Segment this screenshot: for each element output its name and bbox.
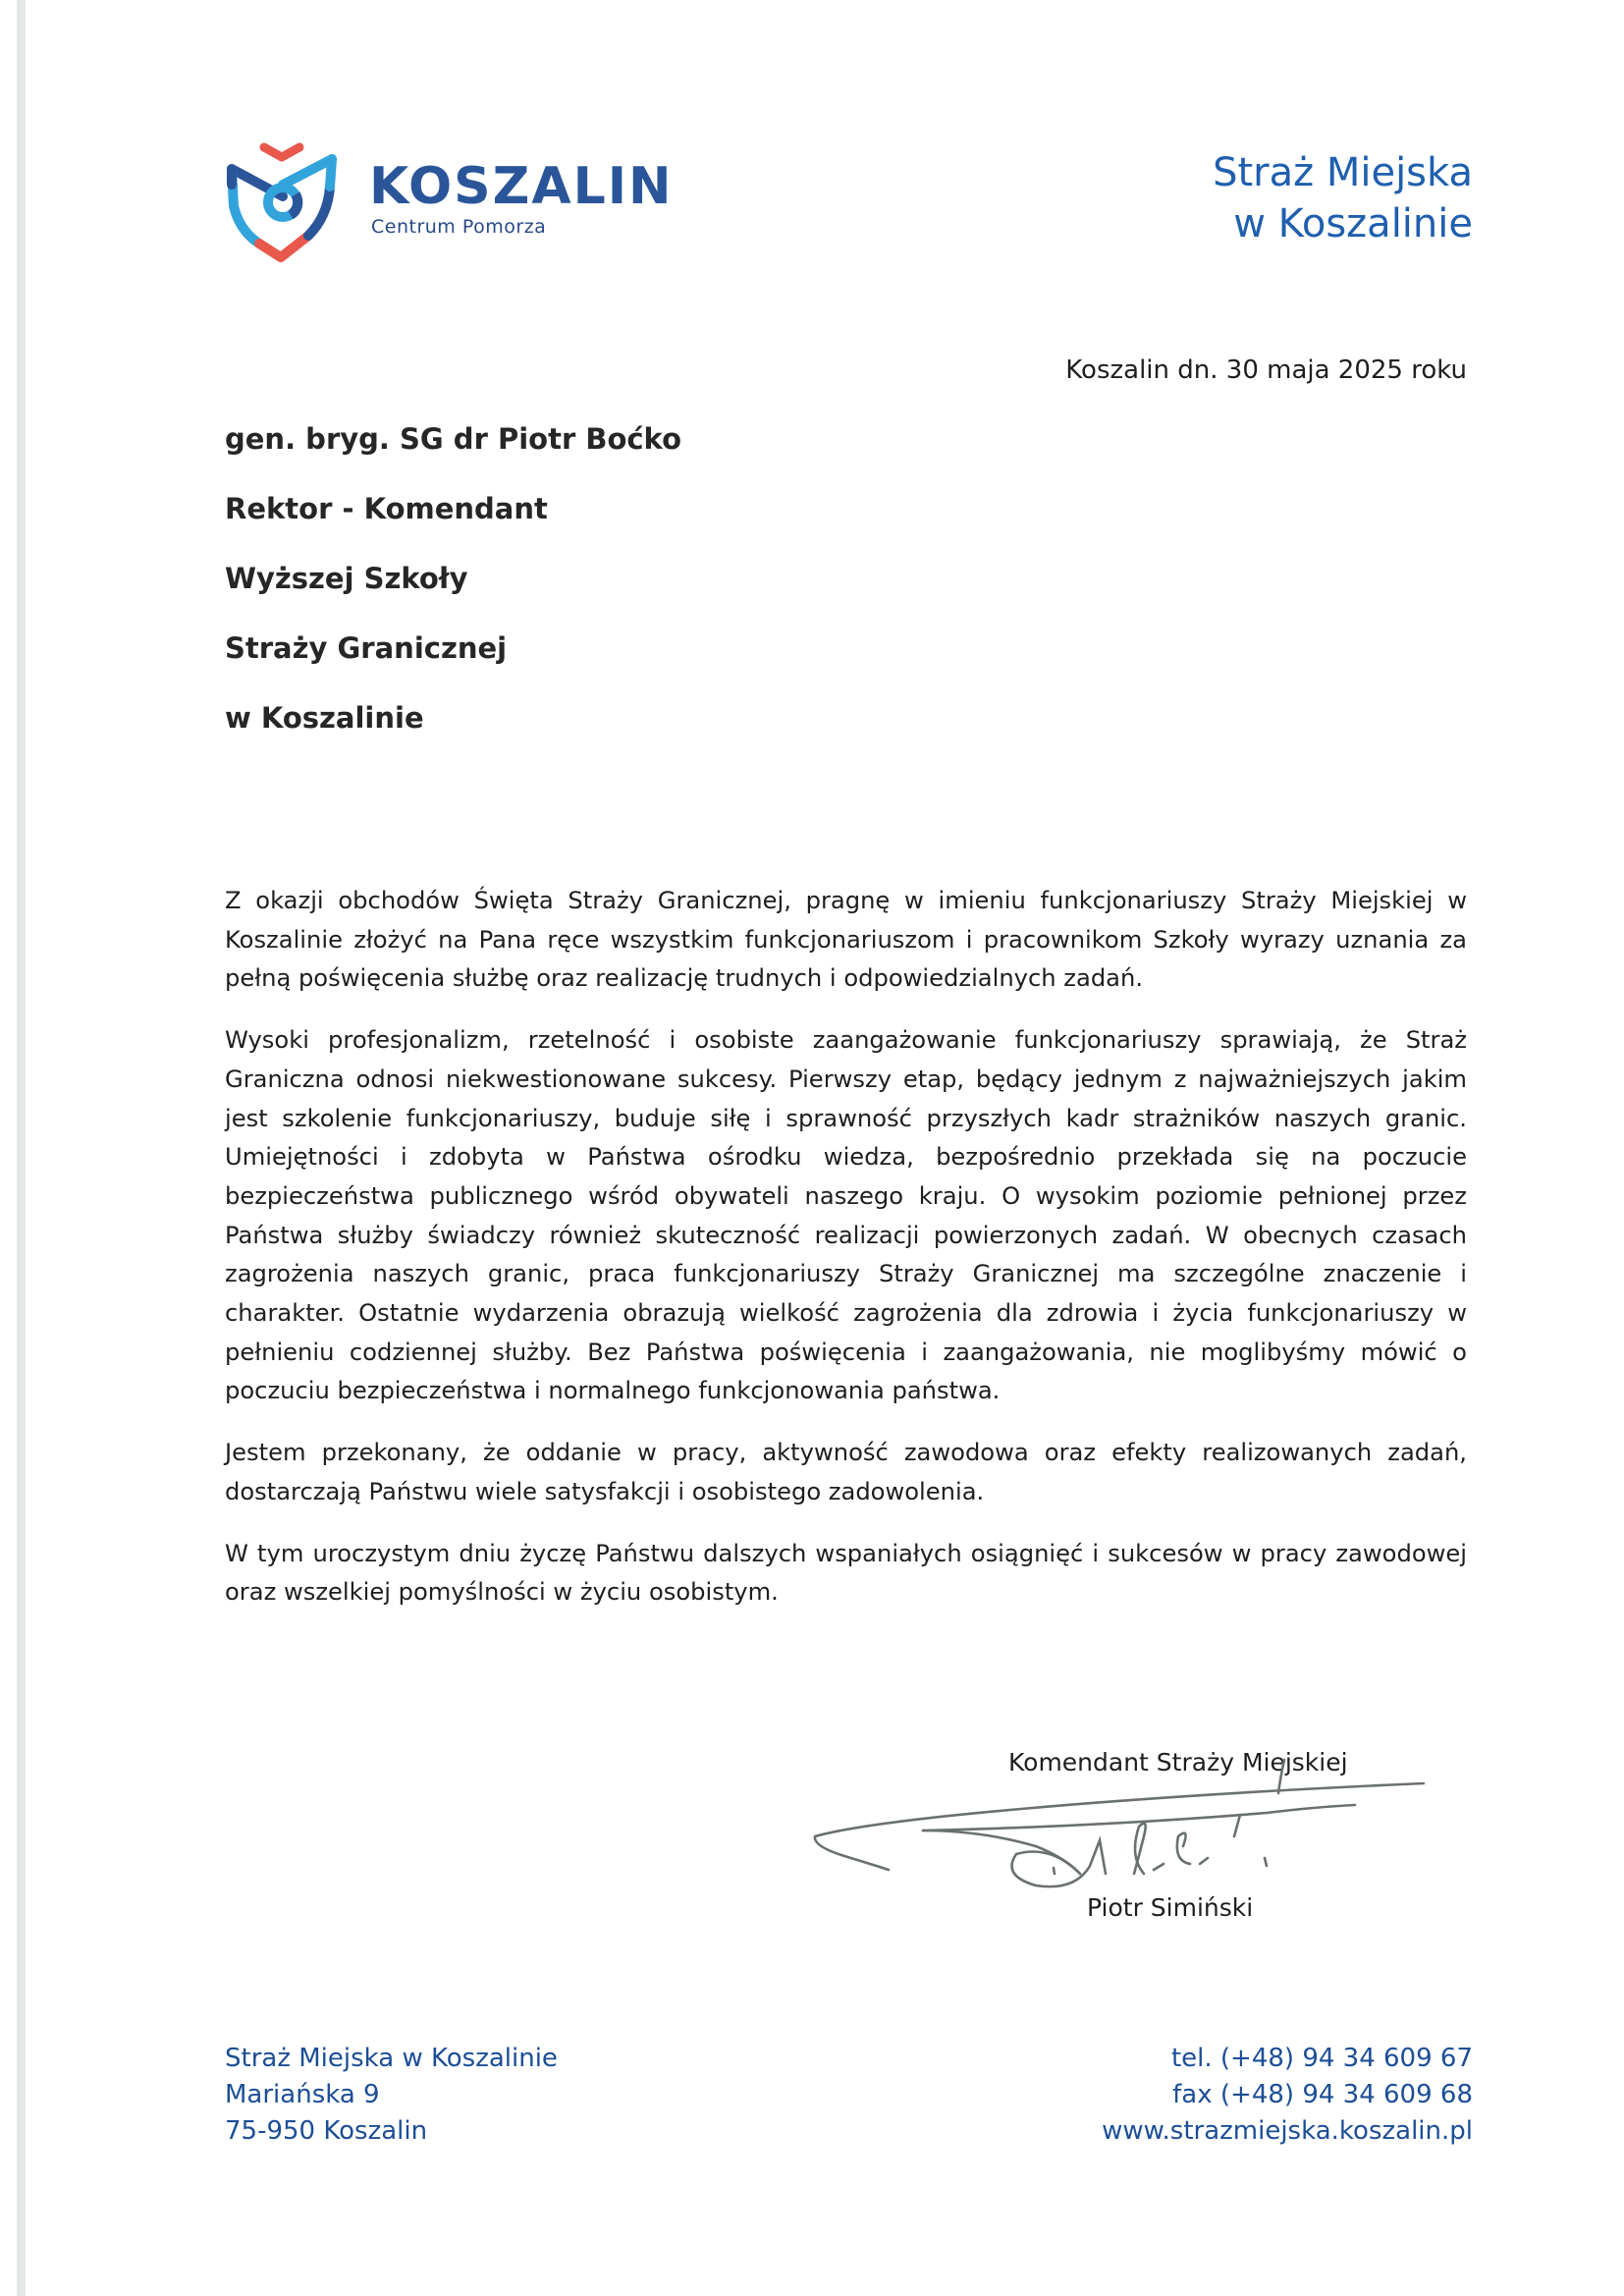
organization-name: Straż Miejska	[1213, 150, 1473, 195]
addressee-line: w Koszalinie	[225, 701, 424, 735]
addressee-line: gen. bryg. SG dr Piotr Boćko	[225, 422, 681, 456]
addressee-line: Rektor - Komendant	[225, 492, 548, 525]
footer-org-name: Straż Miejska w Koszalinie	[225, 2044, 558, 2073]
signature-block	[805, 1748, 1434, 1944]
footer-website-link[interactable]: www.strazmiejska.koszalin.pl	[1102, 2116, 1473, 2146]
footer-phone: tel. (+48) 94 34 609 67	[1170, 2044, 1473, 2073]
footer-city: 75-950 Koszalin	[225, 2116, 428, 2146]
koszalin-shield-icon	[222, 137, 350, 265]
body-paragraph: Wysoki profesjonalizm, rzetelność i osobiste zaangażowanie funkcjonariuszy sprawiają, że Straż Graniczna odnosi niekwestionowane sukcesy. Pierwszy etap, będący jednym z najważniejszych jakim jest szkolenie funkcjonariuszy, buduje siłę i sprawność przyszłych kadr strażników naszych granic. Umiejętności i zdobyta w Państwa ośrodku wiedza, bezpośrednio przekłada się na poczucie bezpieczeństwa publicznego wśród obywateli naszego kraju. O wysokim poziomie pełnionej przez Państwa służby świadczy również skuteczność realizacji powierzonych zadań. W obecnych czasach zagrożenia naszych granic, praca funkcjonariuszy Straży Granicznej ma szczególne znaczenie i charakter. Ostatnie wydarzenia obrazują wielkość zagrożenia dla zdrowia i życia funkcjonariuszy w pełnieniu codziennej służby. Bez Państwa poświęcenia i zaangażowania, nie moglibyśmy mówić o poczuciu bezpieczeństwa i normalnego funkcjonowania państwa.	[225, 1026, 1467, 1405]
footer-address	[225, 2041, 558, 2150]
footer-street: Mariańska 9	[225, 2080, 380, 2109]
logo-wordmark: KOSZALIN	[369, 157, 674, 216]
addressee-line: Straży Granicznej	[225, 631, 508, 665]
logo-tagline: Centrum Pomorza	[371, 216, 547, 238]
addressee-line: Wyższej Szkoły	[225, 562, 468, 595]
koszalin-logo	[222, 137, 674, 265]
organization-location: w Koszalinie	[1233, 201, 1473, 246]
footer-fax: fax (+48) 94 34 609 68	[1172, 2080, 1473, 2109]
signatory-name: Piotr Simiński	[1087, 1893, 1254, 1922]
organization-header	[1213, 147, 1473, 249]
body-paragraph: Z okazji obchodów Święta Straży Granicznej, pragnę w imieniu funkcjonariuszy Straży Miejskiej w Koszalinie złożyć na Pana ręce wszystkim funkcjonariuszom i pracownikom Szkoły wyrazy uznania za pełną poświęcenia służbę oraz realizację trudnych i odpowiedzialnych zadań.	[225, 887, 1467, 993]
scan-edge	[17, 0, 26, 2296]
body-paragraph: W tym uroczystym dniu życzę Państwu dalszych wspaniałych osiągnięć i sukcesów w pracy zawodowej oraz wszelkiej pomyślności w życiu osobistym.	[225, 1539, 1467, 1607]
signatory-title: Komendant Straży Miejskiej	[1008, 1748, 1348, 1777]
letter-body	[225, 882, 1467, 1635]
letter-date: Koszalin dn. 30 maja 2025 roku	[1065, 355, 1467, 385]
addressee-block	[225, 417, 681, 766]
footer-contact	[1102, 2041, 1473, 2150]
body-paragraph: Jestem przekonany, że oddanie w pracy, aktywność zawodowa oraz efekty realizowanych zadań, dostarczają Państwu wiele satysfakcji i osobistego zadowolenia.	[225, 1439, 1467, 1505]
